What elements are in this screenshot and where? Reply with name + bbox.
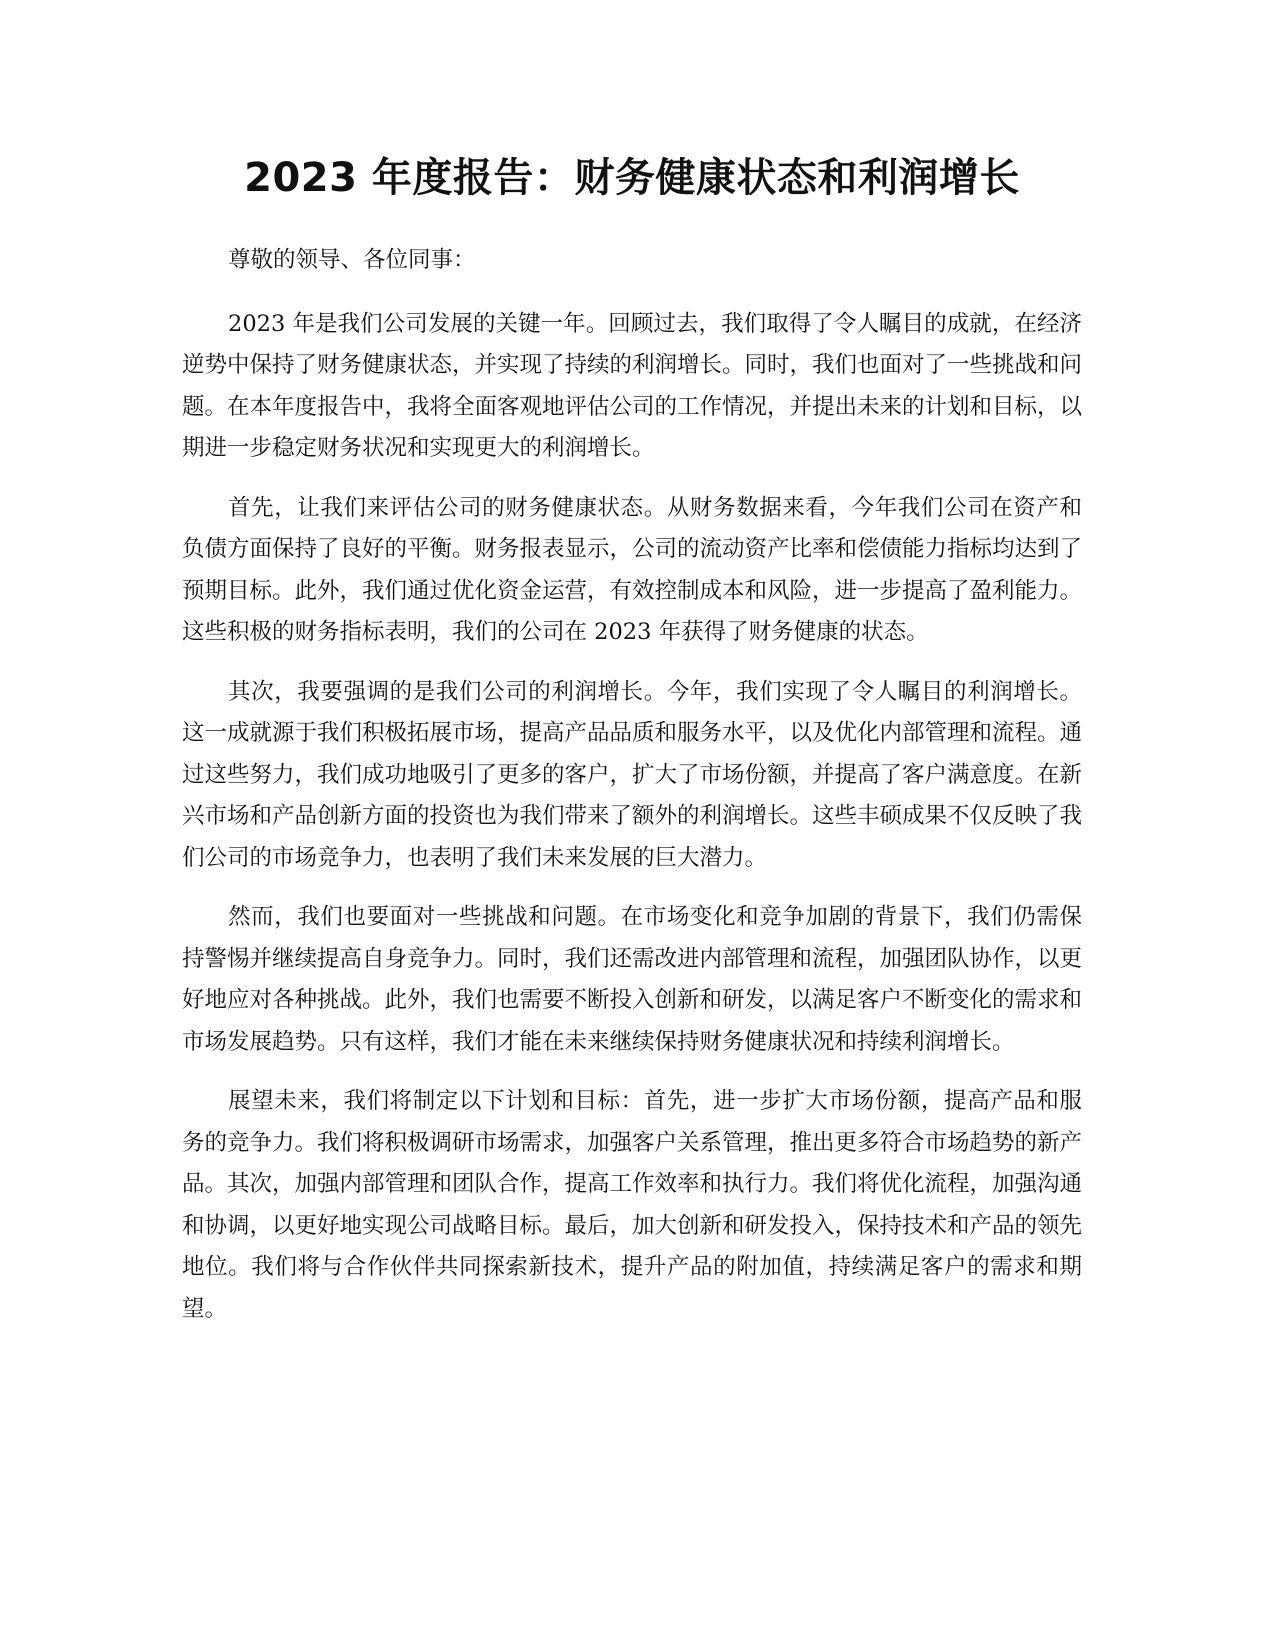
paragraph-intro: 2023 年是我们公司发展的关键一年。回顾过去，我们取得了令人瞩目的成就，在经济逆势中保持了财务健康状态，并实现了持续的利润增长。同时，我们也面对了一些挑战和问题。在本年度报告中，我将全面客观地评估公司的工作情况，并提出未来的计划和目标，以期进一步稳定财务状况和实现更大的利润增长。 (182, 310, 1083, 461)
document-title: 2023 年度报告：财务健康状态和利润增长 (244, 155, 1020, 201)
paragraph-future-plans: 展望未来，我们将制定以下计划和目标：首先，进一步扩大市场份额，提高产品和服务的竞争力。我们将积极调研市场需求，加强客户关系管理，推出更多符合市场趋势的新产品。其次，加强内部管理和团队合作，提高工作效率和执行力。我们将优化流程，加强沟通和协调，以更好地实现公司战略目标。最后，加大创新和研发投入，保持技术和产品的领先地位。我们将与合作伙伴共同探索新技术，提升产品的附加值，持续满足客户的需求和期望。 (182, 1088, 1083, 1322)
salutation: 尊敬的领导、各位同事： (228, 247, 476, 273)
paragraph-challenges: 然而，我们也要面对一些挑战和问题。在市场变化和竞争加剧的背景下，我们仍需保持警惕并继续提高自身竞争力。同时，我们还需改进内部管理和流程，加强团队协作，以更好地应对各种挑战。此外，我们也需要不断投入创新和研发，以满足客户不断变化的需求和市场发展趋势。只有这样，我们才能在未来继续保持财务健康状况和持续利润增长。 (182, 904, 1083, 1055)
document-page (182, 140, 1082, 1348)
paragraph-profit-growth: 其次，我要强调的是我们公司的利润增长。今年，我们实现了令人瞩目的利润增长。这一成就源于我们积极拓展市场，提高产品品质和服务水平，以及优化内部管理和流程。通过这些努力，我们成功地吸引了更多的客户，扩大了市场份额，并提高了客户满意度。在新兴市场和产品创新方面的投资也为我们带来了额外的利润增长。这些丰硕成果不仅反映了我们公司的市场竞争力，也表明了我们未来发展的巨大潜力。 (182, 678, 1083, 871)
paragraph-financial-health: 首先，让我们来评估公司的财务健康状态。从财务数据来看，今年我们公司在资产和负债方面保持了良好的平衡。财务报表显示，公司的流动资产比率和偿债能力指标均达到了预期目标。此外，我们通过优化资金运营，有效控制成本和风险，进一步提高了盈利能力。这些积极的财务指标表明，我们的公司在 2023 年获得了财务健康的状态。 (182, 494, 1083, 645)
